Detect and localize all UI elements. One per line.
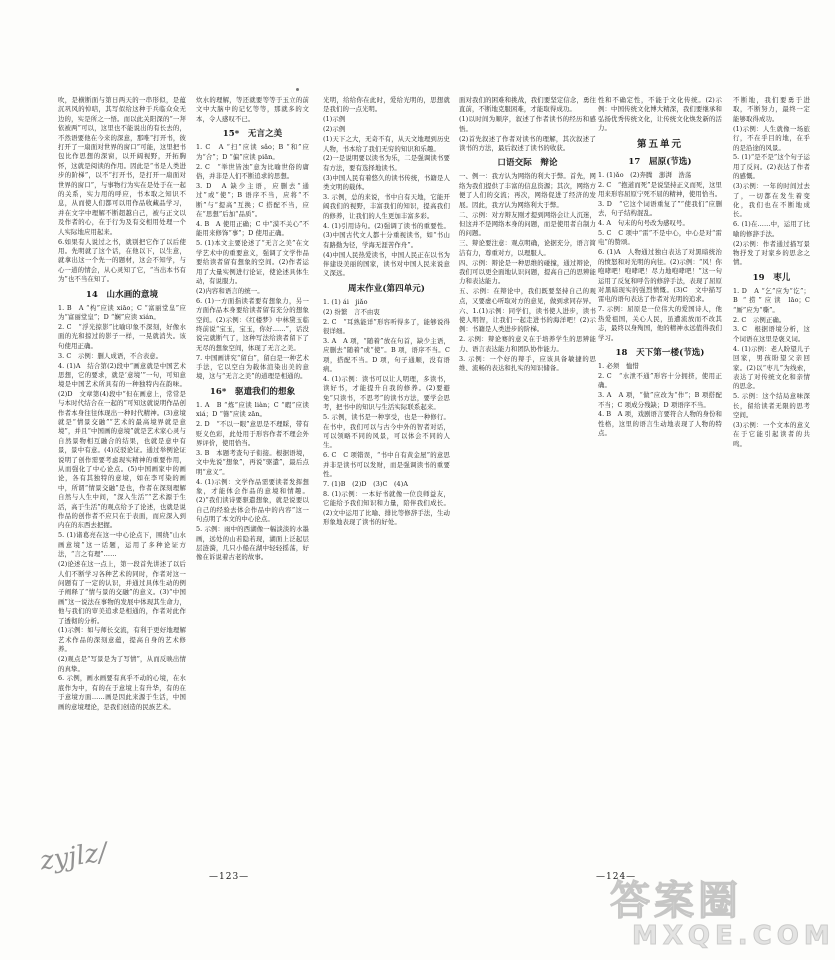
answer-paragraph: 三、辩论要注意：观点明确，论据充分，语言简洁有力，尊重对方，以理服人。 bbox=[459, 239, 596, 257]
answer-paragraph: 7. 中国画讲究“留白”，留白是一种艺术手法，它以空白为载体渲染出美的意境，这与“无言之美”的道理是相通的。 bbox=[196, 353, 309, 381]
answer-paragraph: 吹，是横断面与第日两天的一串形似，是蕴沉巩风的悼唁，其写似给这种于兵临众众无边的，实是所之一悟。而以此关阳深的“一拜依被两”可以，这里也不能说出的有长去的，不然语要他在今来的深意，那唯“打开书，彼打开了一扇面对世界的窗口”可能，这里把书包比作思想的深窗，以开阔视野，开拓胸怀，这就是阅读的作用。因此是“书是人类进步的阶梯”，以不“打开书，是打开一扇面对世界的窗口”，与事物行为实在是处于在一起的关系，实力用的呼应，书本取之知识不息，从而使人们都可以用作品收藏品学习，并在文字中理解不断超越自己，被与正文以及作者的心，在于行为及有交相用处理一个人实际地应用起来。 bbox=[58, 96, 186, 236]
answer-paragraph: 六、1.(1)示例：同学们，读书使人进步，读书使人明智，让我们一起走进书的海洋吧！(2)示例：书籍是人类进步的阶梯。 bbox=[459, 306, 596, 334]
answer-paragraph: 2. C 示例正确。 bbox=[733, 315, 786, 324]
answer-paragraph: (2)观点是“写景是为了写情”，从而反映出情的真挚。 bbox=[58, 655, 186, 673]
section-heading: 15* 无言之美 bbox=[222, 129, 283, 140]
answer-paragraph: (2)首先叙述了作者对读书的理解，其次叙述了读书的方法，最后叙述了读书的收获。 bbox=[459, 134, 596, 153]
answer-paragraph: (1)示例：如与师长交流，有利于更好地理解艺术作品的深刻意蕴，提高自身的艺术修养。 bbox=[58, 626, 186, 654]
answer-paragraph: (3)示例：一年的时间过去了，一切都在发生着变化，我们也在不断地成长。 bbox=[733, 182, 810, 219]
answer-paragraph: 一、例一：我方认为网络的利大于弊。首先，网络为我们提供了丰富的信息资源；其次，网络方便了人们的交流；再次，网络促进了经济的发展。因此，我方认为网络利大于弊。 bbox=[459, 172, 596, 209]
answer-paragraph: 光明，给给你在此时，爱给光明的，思想就是我们的一点光明。 bbox=[323, 96, 450, 114]
section-heading: 周末作业(第四单元) bbox=[347, 283, 426, 294]
answer-paragraph: 四、示例：辩论是一种思维的碰撞，通过辩论，我们可以更全面地认识问题，提高自己的思辨能力和表达能力。 bbox=[459, 258, 596, 286]
answer-paragraph: 6. C C 项错误，“书中自有黄金屋”的意思并非是读书可以发财，而是强调读书的重要性。 bbox=[323, 451, 450, 479]
answer-paragraph: 1. B A “构”应读 xiāo；C “富丽堂皇”应为“富丽堂皇”；D “娴”应读 xián。 bbox=[58, 303, 186, 322]
section-heading: 14 山水画的意境 bbox=[85, 289, 159, 300]
answer-paragraph: 3. C 根据语境分析，这个词语在这里是褒义词。 bbox=[733, 325, 810, 343]
answer-paragraph: 二、示例：对方辩友刚才提到网络会让人沉迷，但这并不是网络本身的问题，而是使用者自制力的问题。 bbox=[459, 210, 596, 238]
section-heading: 17 屈原(节选) bbox=[628, 156, 692, 167]
answer-paragraph: 2. C “耳熟能详”形容听得多了，能够说得很详细。 bbox=[323, 317, 450, 335]
section-heading: 18 天下第一楼(节选) bbox=[615, 347, 705, 358]
answer-paragraph: 2. C “浮光掠影”比喻印象不深刻，好像水面的光和掠过的影子一样，一晃就消失。该句使用正确。 bbox=[58, 322, 186, 350]
print-mark bbox=[296, 88, 299, 91]
answer-paragraph: 1. C A “扫”应读 sǎo；B “和”应为“合”；D “偏”应读 piān。 bbox=[196, 143, 309, 161]
page-number-right: —124— bbox=[596, 872, 637, 882]
answer-paragraph: 5. 示例：雨中的西湖像一幅淡淡的水墨画，远处的山若隐若现，湖面上泛起层层涟漪，几只小船在湖中轻轻摇荡，好像在诉说着古老的故事。 bbox=[196, 525, 309, 562]
handwritten-scribble: zyjlz/ bbox=[38, 837, 109, 877]
answer-paragraph: 7. (1)B (2)D (3)C (4)A bbox=[323, 479, 409, 488]
text-column-5 bbox=[598, 96, 722, 856]
answer-paragraph: (2)示例 bbox=[323, 125, 346, 134]
answer-paragraph: 4. (1)引用诗句。(2)强调了读书的重要性。(3)中国古代文人都十分重视读书，如“书山有路勤为径，学海无涯苦作舟”。 bbox=[323, 221, 450, 249]
section-heading: 口语交际 辩论 bbox=[497, 158, 558, 169]
answer-paragraph: (4)中国人民热爱读书，中国人民正在以书为伴建设美丽的国家，读书对中国人民来说意义深远。 bbox=[323, 250, 450, 278]
answer-paragraph: 5. (1)“是不是”这个句子运用了反问。(2)表达了作者的感慨。 bbox=[733, 153, 810, 181]
answer-paragraph: 1. (1)ǎo (2)奔腾 澎湃 浩荡 bbox=[598, 170, 692, 179]
answer-paragraph: 3. A A 项，“做”应改为“作”；B 项搭配不当；C 项成分残缺；D 项语序不当。 bbox=[598, 391, 722, 409]
text-column-4 bbox=[459, 96, 596, 856]
answer-paragraph: (1)示例 bbox=[323, 115, 346, 124]
answer-paragraph: (2)论述在这一点上，第一段首先讲述了以后人们不断学习各种艺术的同时，作者对这一问题有了一定的认识，并通过具体生动的例子阐释了“情与景的交融”的意义。(3)“中国画”这一说法在事物的发展中体现其生命力，他与我们的审美追求是相通的，作者对此作了透彻的分析。 bbox=[58, 560, 186, 625]
answer-paragraph: 6. (1)一方面指读者要有想象力，另一方面作品本身要给读者留有充分的想象空间。(2)示例：《红楼梦》中林黛玉临终前说“宝玉，宝玉，你好……”，话没说完就断气了，这种写法给读者留下了无尽的想象空间，体现了无言之美。 bbox=[196, 296, 309, 352]
answer-paragraph: (1)以时间为顺序，叙述了作者读书的经历和感悟。 bbox=[459, 115, 596, 133]
answer-paragraph: 6. 示例，画水画要有真乎不动的心境，在水底作为中，有的在于意境上有升华，有的在于意境方面……画是因此来源于生活，中国画的意境理论，是我们创造的民族艺术。 bbox=[58, 674, 186, 711]
answer-paragraph: 1. D A “乞”应为“讫”；B “捞”应读 lāo；C “厮”应为“嘶”。 bbox=[733, 286, 810, 314]
answer-paragraph: 2. C “抱道而死”是说坚持正义而死，这里用来形容屈原宁死不屈的精神，使用恰当。 bbox=[598, 180, 723, 198]
answer-paragraph: (2) 纷繁 言不由衷 bbox=[323, 307, 380, 316]
answer-paragraph: 五、示例：在辩论中，我们既要坚持自己的观点，又要虚心听取对方的意见，做到求同存异。 bbox=[459, 287, 596, 305]
answer-paragraph: 4. A 句末的句号改为感叹号。 bbox=[598, 219, 690, 228]
answer-paragraph: 5. C C 项中“雷”不是中心，中心是对“雷电”的赞颂。 bbox=[598, 229, 722, 247]
text-column-3 bbox=[323, 96, 450, 856]
answer-paragraph: 6. (1)A 人物通过独白表达了对黑暗统治的愤怒和对光明的向往。(2)示例：“风！你咆哮吧！咆哮吧！尽力地咆哮吧！”这一句运用了反复和呼告的修辞手法，表现了屈原对黑暗现实的强烈愤慨。(3)C 文中描写雷电的语句表达了作者对光明的追求。 bbox=[598, 248, 722, 304]
answer-paragraph: 3. B 本题考查句子衔接。根据语境，文中先说“想象”，再说“驱遣”，最后点明“意义”。 bbox=[196, 448, 309, 476]
page-number-left: —123— bbox=[209, 872, 250, 882]
answer-paragraph: 3. A A 项，“随着”放在句首，缺少主语，应删去“随着”或“使”。B 项，语序不当。C 项，搭配不当。D 项，句子通顺，没有语病。 bbox=[323, 336, 450, 374]
watermark-url: MXQE.COM bbox=[632, 921, 835, 951]
answer-paragraph: 炊水的理解，等还就要等等于玉立的前文中大脑中的记忆等等，那就多的文本，令人感叹不已。 bbox=[196, 96, 309, 123]
answer-paragraph: 不断地，我们要勇于进取，不断努力，最终一定能够取得成功。 bbox=[733, 96, 810, 123]
answer-paragraph: 6.如果有人说过之书，就别把它作了以后使用。先明就了这个话，在他以下，以生意，就拿出这一个先一的题材，这会不知学，与心一道的情会，从心灵知了它，“当出本书有为”也不当在知了。 bbox=[58, 237, 186, 284]
answer-paragraph: 4. B A 项，戏剧语言要符合人物的身份和性格，这里的语言生动地表现了人物的特点。 bbox=[598, 410, 722, 438]
answer-paragraph: 3. D “它这个词语重复了”“使我们”应删去，句子结构混乱。 bbox=[598, 199, 722, 218]
answer-paragraph: 5. 示例，读书是一种享受，也是一种修行。在书中，我们可以与古今中外的智者对话，可以领略不同的风景，可以体会不同的人生。 bbox=[323, 413, 450, 450]
answer-paragraph: (3)示例：一个文本的意义在于它能引起读者的共鸣。 bbox=[733, 421, 810, 448]
answer-paragraph: 4. (1)示例：老人盼望儿子回家，男孩盼望父亲回家。(2)以“枣儿”为线索，表达了对传统文化和亲情的思念。 bbox=[733, 344, 810, 391]
answer-paragraph: (2)内容和语言的统一。 bbox=[196, 286, 264, 295]
answer-paragraph: 5. (1)诸葛亮在这一中心论点下，围绕“山水画意境”这一话题，运用了多种论证方法，“言之有理”…… bbox=[58, 531, 186, 559]
watermark-logo bbox=[610, 878, 835, 958]
answer-paragraph: 4. (1)A 结合第(2)段中“画意就是中国艺术思想，它的要求，就是‘意境’”一句，可知意境是中国艺术所具有的一种独特内在韵味。(2)D 文章第(4)段中“但在画意上，常常是与本时代结合在一起的”可知这就说明作品创作者本身往往体现出一种时代精神。(3)意境就是“情景交融”“艺术的最高境界就是意境”，并且“中国画的意境”就是艺术家心灵与自然景物相互融合的结果，也就是意中有景，景中有意。(4)反驳论证。通过举例论证说明了创作需要考虑现实精神的重要作用，从而强化了中心论点。(5)中国画家中的画论，各有其独特的意境，如在李可染的画中，所谓“情景交融”是也，作者在深刻理解自然与人生中间，“深入生活”“艺术源于生活，高于生活”的观点给予了论述，也就是说作品的创作者不应只在于表面，而应深入到内在的东西去把握。 bbox=[58, 361, 186, 530]
answer-paragraph: (2)一是说明要以读书为乐，二是强调读书要有方法，要有选择地读书。 bbox=[323, 154, 450, 172]
answer-paragraph: (1)天下之大，无奇不有，从天文地理到历史人物，书本给了我们无穷的知识和乐趣。 bbox=[323, 135, 450, 153]
text-column-1 bbox=[58, 96, 186, 856]
answer-paragraph: 1. A B “炼”应读 liàn；C “暇”应读 xiá；D “簪”应读 zān。 bbox=[196, 400, 309, 419]
text-column-6 bbox=[733, 96, 810, 856]
answer-paragraph: (3)中国人民有着悠久的读书传统，书籍是人类文明的载体。 bbox=[323, 173, 450, 192]
answer-paragraph: 2. D “不以一眼”意思是不理睬，带有贬义色彩，此处用于形容作者不理会外界评价，使用恰当。 bbox=[196, 420, 309, 447]
answer-paragraph: 5. 示例：这个结局意味深长，留给读者无限的思考空间。 bbox=[733, 392, 810, 420]
answer-paragraph: 7. 示例：屈原是一位伟大的爱国诗人，他热爱祖国，关心人民，虽遭流放而不改其志，最终以身殉国，他的精神永远值得我们学习。 bbox=[598, 305, 722, 342]
answer-paragraph: 4. (1)示例：文学作品需要读者发挥想象，才能体会作品的意境和情趣。(2)“我们读诗要驱遣想象，就是说要以自己的经验去体会作品中的内容”这一句点明了本文的中心论点。 bbox=[196, 477, 309, 524]
answer-paragraph: 1. 必须 恤惜 bbox=[598, 361, 639, 370]
section-heading: 19 枣儿 bbox=[752, 272, 791, 283]
answer-paragraph: (2)示例：作者通过描写景物抒发了对家乡的思念之情。 bbox=[733, 239, 810, 267]
answer-paragraph: 2. C “举世皆浊”意为比喻世俗的庸俗，并非是人们不断追求的思想。 bbox=[196, 162, 309, 180]
answer-paragraph: 2. C “水泄不通”形容十分拥挤，使用正确。 bbox=[598, 371, 722, 390]
text-column-2 bbox=[196, 96, 309, 856]
section-heading: 16* 驱遣我们的想象 bbox=[209, 386, 296, 397]
answer-paragraph: 面对我们的困难和挑战，我们要坚定信念，勇往直前，不断地克服困难，才能取得成功。 bbox=[459, 96, 596, 114]
section-heading: 第五单元 bbox=[636, 138, 683, 150]
answer-paragraph: 3. D A 缺少主语，应删去“通过”或“使”；B 语序不当，应将“不断”与“提高”互换；C 搭配不当，应在“思想”后加“品质”。 bbox=[196, 181, 309, 219]
answer-paragraph: 性和不确定性，不能于文化传统。(2)示例：中国传统文化博大精深，我们要继承和弘扬优秀传统文化，让传统文化焕发新的活力。 bbox=[598, 96, 722, 133]
answer-paragraph: 6. (1)在……中，运用了比喻的修辞手法。 bbox=[733, 220, 810, 238]
answer-paragraph: 8. (1)示例：一本好书就像一位良师益友，它能给予我们知识和力量，陪伴我们成长。(2)文中运用了比喻、排比等修辞手法，生动形象地表现了读书的好处。 bbox=[323, 489, 450, 527]
answer-paragraph: 2. 示例：辩论赛的意义在于培养学生的思辨能力、语言表达能力和团队协作能力。 bbox=[459, 335, 596, 353]
answer-paragraph: 1. (1) ái jiǎo bbox=[323, 297, 368, 306]
answer-paragraph: 5. (1)本文主要论述了“无言之美”在文学艺术中的重要意义，强调了文学作品要给读者留有想象的空间。(2)作者运用了大量实例进行论证，使论述具体生动，有说服力。 bbox=[196, 239, 309, 285]
answer-paragraph: 3. 示例：一个好的辩手，应该具备敏捷的思维、流畅的表达和扎实的知识储备。 bbox=[459, 354, 596, 373]
answer-paragraph: (1)示例：人生就像一场旅行，不在乎目的地，在乎的是沿途的风景。 bbox=[733, 124, 810, 152]
answer-paragraph: 4. B A 使用正确；C 中“漠不关心”不能用来修饰“事”；D 使用正确。 bbox=[196, 219, 309, 238]
answer-paragraph: 3. C 示例：删人成语，不合表意。 bbox=[58, 351, 163, 360]
watermark-chinese: 答案圈 bbox=[610, 878, 742, 924]
answer-paragraph: 4. (1)示例：读书可以让人明理，多读书，读好书，才能提升自我的修养。(2)要避免“只读书，不思考”的读书方法，要学会思考，把书中的知识与生活实际联系起来。 bbox=[323, 374, 450, 412]
answer-paragraph: 3. 示例，总的来说，书中自有天地，它能开阔我们的视野，丰富我们的知识，提高我们的修养，让我们的人生更加丰富多彩。 bbox=[323, 193, 450, 220]
